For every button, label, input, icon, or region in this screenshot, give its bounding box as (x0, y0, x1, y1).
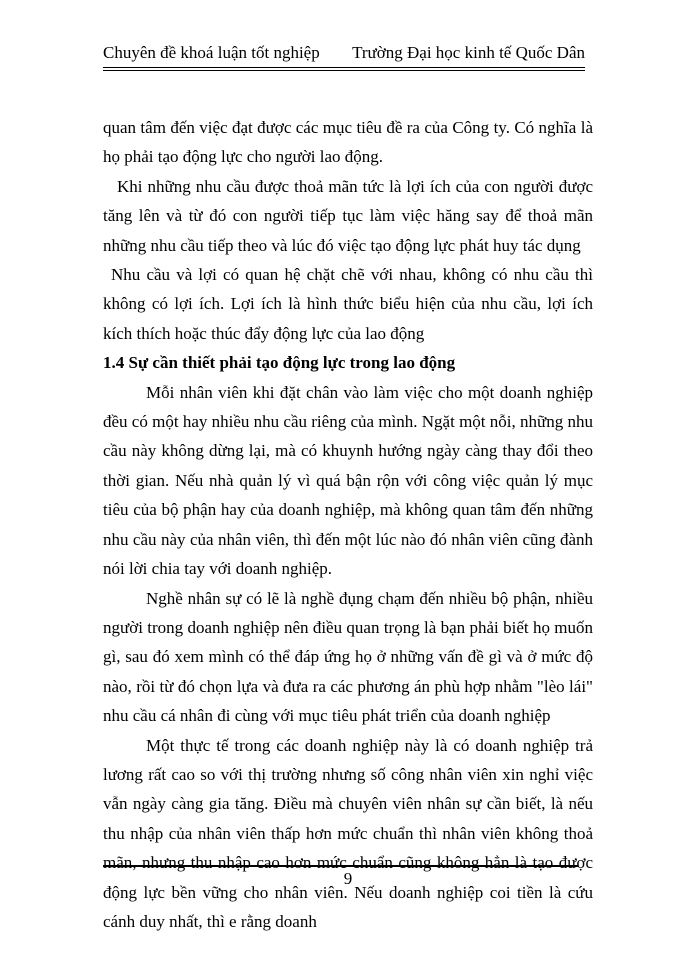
paragraph-4: Mỗi nhân viên khi đặt chân vào làm việc cho một doanh nghiệp đều có một hay nhiều nhu cầu riêng của mình. Ngặt một nỗi, những nhu cầu này không dừng lại, mà có khuynh hướng ngày càng thay đổi theo thời gian. Nếu nhà quản lý vì quá bận rộn với công việc quản lý mục tiêu của bộ phận hay của doanh nghiệp, mà không quan tâm đến những nhu cầu này của nhân viên, thì đến một lúc nào đó nhân viên cũng đành nói lời chia tay với doanh nghiệp. (103, 382, 593, 579)
paragraph-6: Một thực tế trong các doanh nghiệp này là có doanh nghiệp trả lương rất cao so với thị trường nhưng số công nhân viên xin nghỉ việc vẫn ngày càng gia tăng. Điều mà chuyên viên nhân sự cần biết, là nếu thu nhập của nhân viên thấp hơn mức chuẩn thì nhân viên không thoả mãn, nhưng thu nhập cao hơn mức chuẩn cũng không hẳn là tạo được động lực bền vững cho nhân viên. Nếu doanh nghiệp coi tiền là cứu cánh duy nhất, thì e rằng doanh (103, 735, 593, 931)
paragraph-5: Nghề nhân sự có lẽ là nghề đụng chạm đến nhiều bộ phận, nhiều người trong doanh nghiệp nên điều quan trọng là bạn phải biết họ muốn gì, sau đó xem mình có thể đáp ứng họ ở những vấn đề gì và ở mức độ nào, rồi từ đó chọn lựa và đưa ra các phương án phù hợp nhằm "lèo lái" nhu cầu cá nhân đi cùng với mục tiêu phát triển của doanh nghiệp (103, 588, 593, 726)
section-heading: 1.4 Sự cần thiết phải tạo động lực trong lao động (103, 353, 456, 373)
page-header (103, 43, 585, 71)
paragraph-3: Nhu cầu và lợi có quan hệ chặt chẽ với nhau, không có nhu cầu thì không có lợi ích. Lợi ích là hình thức biểu hiện của nhu cầu, lợi ích kích thích hoặc thúc đẩy động lực của lao động (103, 265, 593, 343)
paragraph-1: quan tâm đến việc đạt được các mục tiêu đề ra của Công ty. Có nghĩa là họ phải tạo động lực cho người lao động. (103, 118, 593, 167)
page-number: 9 (343, 869, 353, 888)
header-left-title: Chuyên đề khoá luận tốt nghiệp (103, 43, 320, 62)
page-body (103, 113, 593, 936)
paragraph-2: Khi những nhu cầu được thoả mãn tức là lợi ích của con người được tăng lên và từ đó con người tiếp tục làm việc hăng say để thoả mãn những nhu cầu tiếp theo và lúc đó việc tạo động lực phát huy tác dụng (103, 176, 593, 255)
footer-divider (103, 865, 578, 867)
header-right-title: Trường Đại học kinh tế Quốc Dân (352, 43, 585, 62)
